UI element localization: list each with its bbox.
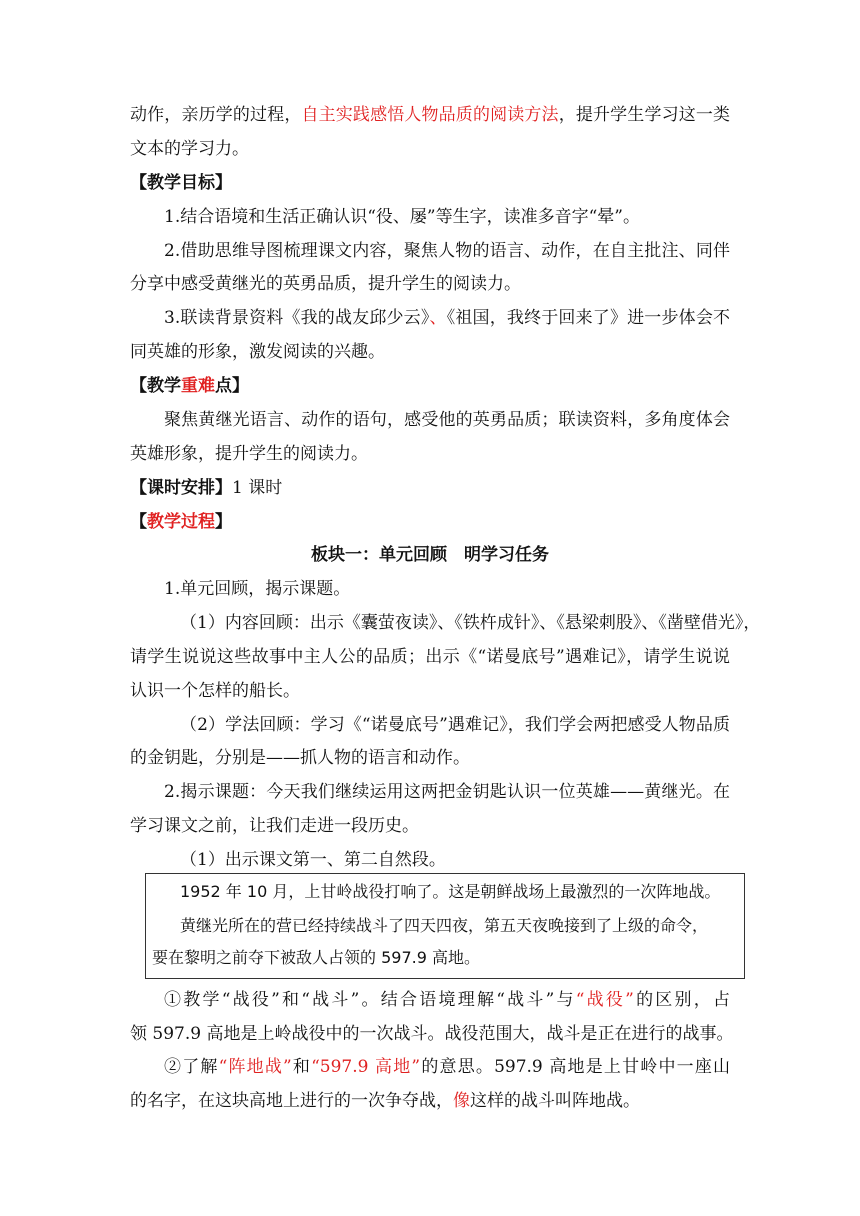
text: ①教学“战役”和“战斗”。结合语境理解“战斗”与: [164, 990, 576, 1010]
highlight-text: “阵地战”: [218, 1057, 292, 1077]
highlight-text: 、: [429, 308, 447, 328]
text: 【教学: [130, 376, 181, 396]
highlight-text: 教学过程: [147, 512, 215, 532]
text: 和: [291, 1057, 312, 1077]
highlight-text: 重难: [181, 376, 215, 396]
note-1-line-1: [164, 988, 730, 1012]
text: 动作，亲历学的过程，: [130, 105, 302, 125]
highlight-text: “战役”: [575, 990, 634, 1010]
goal-1: 1.结合语境和生活正确认识“役、屡”等生字，读准多音字“晕”。: [164, 207, 640, 227]
text: 点】: [215, 376, 249, 396]
quote-line-3: 要在黎明之前夺下被敌人占领的 597.9 高地。: [152, 948, 480, 967]
quote-box: [145, 873, 745, 979]
text: ②了解: [164, 1057, 219, 1077]
note-2-line-1: [164, 1055, 730, 1079]
section-heading-process: [130, 510, 730, 534]
quote-line-2: 黄继光所在的营已经持续战斗了四天四夜，第五天夜晚接到了上级的命令，: [180, 916, 709, 935]
text: 【: [130, 512, 147, 532]
note-1-line-2: 领 597.9 高地是上岭战役中的一次战斗。战役范围大，战斗是正在进行的战事。: [130, 1024, 734, 1044]
goal-3-line-2: 同英雄的形象，激发阅读的兴趣。: [130, 342, 385, 362]
step-1a-line-3: 认识一个怎样的船长。: [130, 681, 300, 701]
step-2a: （1）出示课文第一、第二自然段。: [180, 850, 446, 870]
step-1b-line-2: 的金钥匙，分别是——抓人物的语言和动作。: [130, 748, 470, 768]
section-heading-schedule: 【课时安排】: [130, 478, 232, 498]
highlight-text: 自主实践感悟人物品质的阅读方法: [301, 105, 559, 125]
step-1a-line-1: （1）内容回顾：出示《囊萤夜读》、《铁杵成针》、《悬梁刺股》、《凿壁借光》，: [180, 613, 761, 633]
text: 这样的战斗叫阵地战。: [470, 1091, 640, 1111]
text: 3.联读背景资料《我的战友邱少云》: [164, 308, 430, 328]
section-heading-keypoints: [130, 374, 730, 398]
text: ，提升学生学习这一类: [558, 105, 731, 125]
schedule-line: [130, 476, 730, 500]
text: 的意思。597.9 高地是上甘岭中一座山: [420, 1057, 731, 1077]
block-title: 板块一：单元回顾 明学习任务: [311, 545, 549, 565]
section-heading-goals: 【教学目标】: [130, 173, 232, 193]
goal-2-line-2: 分享中感受黄继光的英勇品质，提升学生的阅读力。: [130, 274, 521, 294]
step-1a-line-2: 请学生说说这些故事中主人公的品质；出示《“诺曼底号”遇难记》，请学生说说: [130, 647, 730, 667]
step-2-line-1: 2.揭示课题：今天我们继续运用这两把金钥匙认识一位英雄——黄继光。在: [164, 782, 730, 802]
quote-line-1: 1952 年 10 月，上甘岭战役打响了。这是朝鲜战场上最激烈的一次阵地战。: [180, 882, 721, 901]
note-2-line-2: [130, 1089, 730, 1113]
schedule-value: 1 课时: [232, 478, 283, 498]
step-1: 1.单元回顾，揭示课题。: [164, 579, 351, 599]
text: 的名字，在这块高地上进行的一次争夺战，: [130, 1091, 453, 1111]
goal-2-line-1: 2.借助思维导图梳理课文内容，聚焦人物的语言、动作，在自主批注、同伴: [164, 241, 730, 261]
goal-3-line-1: [164, 306, 730, 330]
highlight-text: 像: [453, 1091, 470, 1111]
step-1b-line-1: （2）学法回顾：学习《“诺曼底号”遇难记》，我们学会两把感受人物品质: [180, 715, 730, 735]
text: 】: [215, 512, 232, 532]
paragraph-line: [130, 103, 730, 127]
keypoints-line-2: 英雄形象，提升学生的阅读力。: [130, 444, 368, 464]
keypoints-line-1: 聚焦黄继光语言、动作的语句，感受他的英勇品质；联读资料，多角度体会: [164, 410, 730, 430]
paragraph-line: 文本的学习力。: [130, 139, 249, 159]
highlight-text: “597.9 高地”: [311, 1057, 421, 1077]
step-2-line-2: 学习课文之前，让我们走进一段历史。: [130, 816, 419, 836]
text: 《祖国，我终于回来了》进一步体会不: [446, 308, 730, 328]
text: 的区别，占: [633, 990, 731, 1010]
